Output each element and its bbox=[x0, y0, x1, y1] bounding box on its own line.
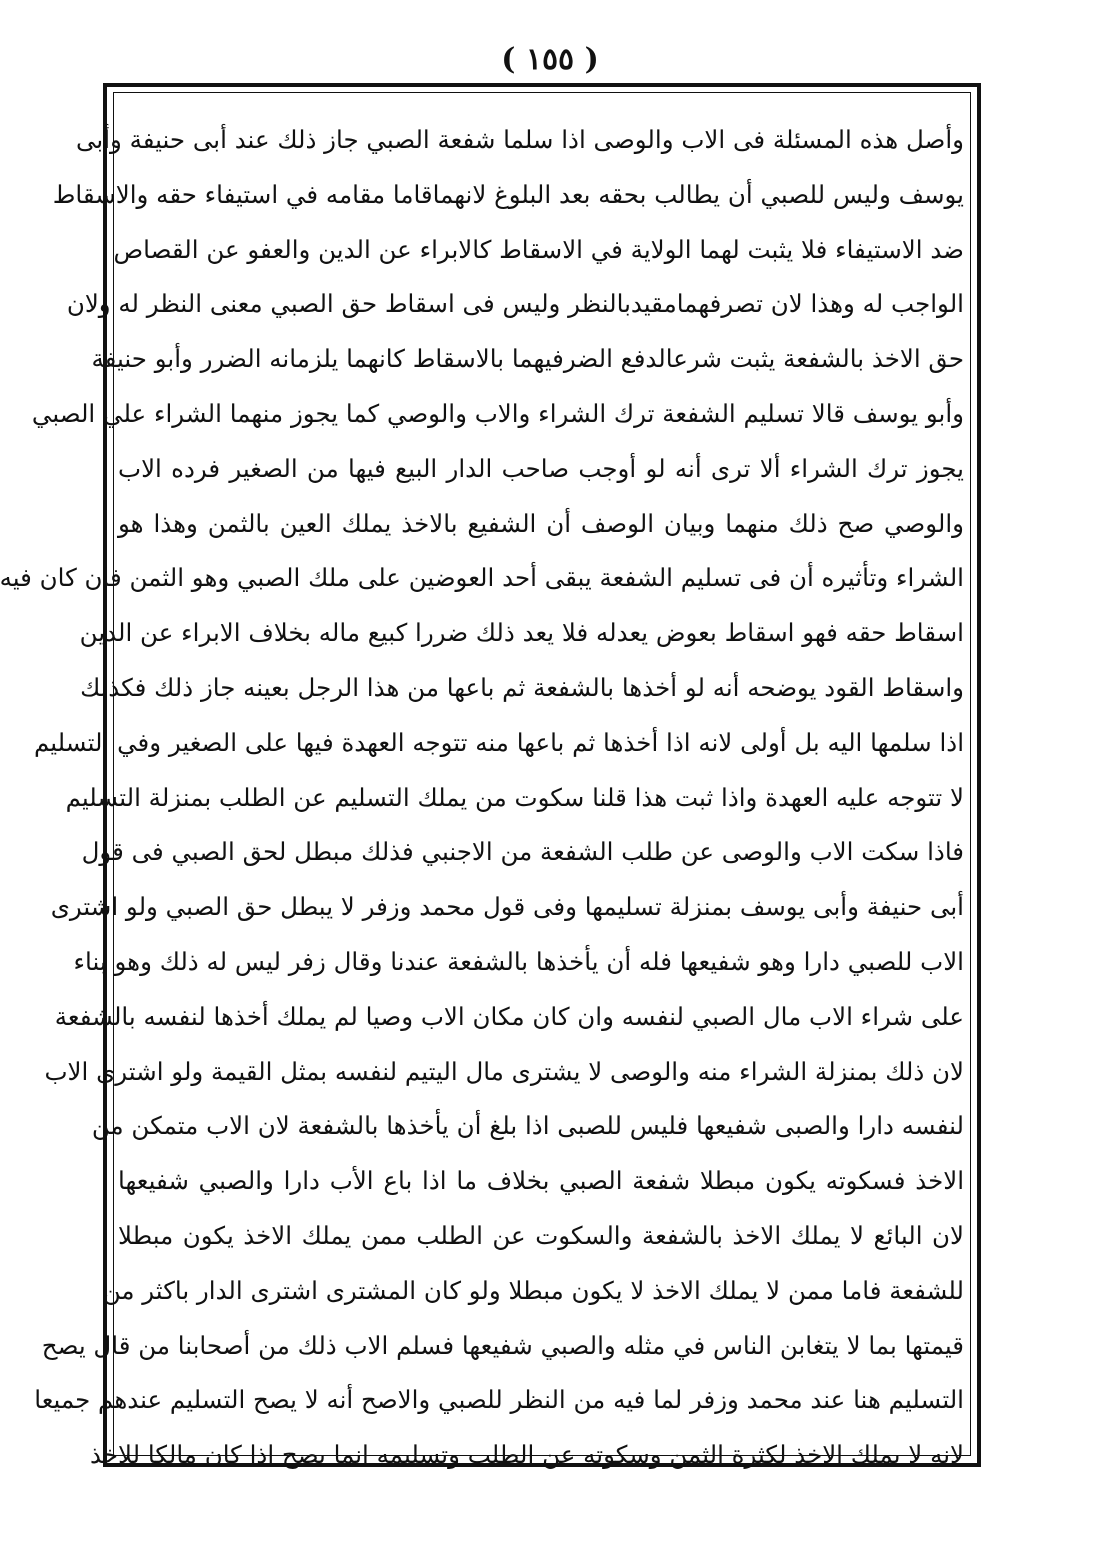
text-line: حق الاخذ بالشفعة يثبت شرعالدفع الضرفيهما بالاسقاط كانهما يلزمانه الضرر وأبو حنيفة bbox=[91, 344, 964, 374]
text-line: قيمتها بما لا يتغابن الناس في مثله والصبي شفيعها فسلم الاب ذلك من أصحابنا من قال يصح bbox=[41, 1330, 964, 1360]
text-line: لانه لا يملك الاخذ لكثرة الثمن وسكوته عن الطلب وتسليمه انما يصح اذا كان مالكا للاخذ bbox=[90, 1440, 964, 1470]
text-line: فاذا سكت الاب والوصى عن طلب الشفعة من الاجنبي فذلك مبطل لحق الصبي فى قول bbox=[81, 837, 964, 867]
text-line: اذا سلمها اليه بل أولى لانه اذا أخذها ثم باعها منه تتوجه العهدة فيها على الصغير وفي التسليم bbox=[33, 727, 964, 757]
text-line: الاب للصبي دارا وهو شفيعها فله أن يأخذها بالشفعة عندنا وقال زفر ليس له ذلك وهو بناء bbox=[73, 946, 964, 976]
text-line: لان البائع لا يملك الاخذ بالشفعة والسكوت عن الطلب ممن يملك الاخذ يكون مبطلا bbox=[118, 1220, 964, 1250]
text-line: يجوز ترك الشراء ألا ترى أنه لو أوجب صاحب الدار البيع فيها من الصغير فرده الاب bbox=[118, 453, 964, 483]
text-line: اسقاط حقه فهو اسقاط بعوض يعدله فلا يعد ذلك ضررا كبيع ماله بخلاف الابراء عن الدين bbox=[79, 618, 964, 648]
text-line: التسليم هنا عند محمد وزفر لما فيه من النظر للصبي والاصح أنه لا يصح التسليم عندهم جميعا bbox=[34, 1385, 964, 1415]
text-line: ضد الاستيفاء فلا يثبت لهما الولاية في الاسقاط كالابراء عن الدين والعفو عن القصاص bbox=[113, 234, 964, 264]
text-line: لنفسه دارا والصبى شفيعها فليس للصبى اذا بلغ أن يأخذها بالشفعة لان الاب متمكن من bbox=[91, 1111, 964, 1141]
text-line: الواجب له وهذا لان تصرفهمامقيدبالنظر وليس فى اسقاط حق الصبي معنى النظر له ولان bbox=[66, 289, 964, 319]
text-line: لا تتوجه عليه العهدة واذا ثبت هذا قلنا سكوت من يملك التسليم عن الطلب بمنزلة التسليم bbox=[65, 782, 964, 812]
text-line: لان ذلك بمنزلة الشراء منه والوصى لا يشترى مال اليتيم لنفسه بمثل القيمة ولو اشترى الاب bbox=[44, 1056, 964, 1086]
text-line: يوسف وليس للصبي أن يطالب بحقه بعد البلوغ لانهماقاما مقامه في استيفاء حقه والاسقاط bbox=[52, 179, 964, 209]
page-number: ( ١٥٥ ) bbox=[501, 42, 599, 77]
text-line: والوصي صح ذلك منهما وبيان الوصف أن الشفيع بالاخذ يملك العين بالثمن وهذا هو bbox=[118, 508, 964, 538]
text-line: أبى حنيفة وأبى يوسف بمنزلة تسليمها وفى قول محمد وزفر لا يبطل حق الصبي ولو اشترى bbox=[50, 892, 964, 922]
text-line: وأصل هذه المسئلة فى الاب والوصى اذا سلما شفعة الصبي جاز ذلك عند أبى حنيفة وأبى bbox=[75, 125, 964, 154]
text-line: واسقاط القود يوضحه أنه لو أخذها بالشفعة ثم باعها من هذا الرجل بعينه جاز ذلك فكذلك bbox=[80, 672, 964, 702]
text-line: للشفعة فاما ممن لا يملك الاخذ لا يكون مبطلا ولو كان المشترى اشترى الدار باكثر من bbox=[102, 1275, 964, 1305]
text-line: على شراء الاب مال الصبي لنفسه وان كان مكان الاب وصيا لم يملك أخذها لنفسه بالشفعة bbox=[54, 1001, 964, 1031]
body-text bbox=[0, 113, 964, 1483]
text-line: الاخذ فسكوته يكون مبطلا شفعة الصبي بخلاف ما اذا باع الأب دارا والصبي شفيعها bbox=[118, 1166, 964, 1196]
text-line: الشراء وتأثيره أن فى تسليم الشفعة يبقى أحد العوضين على ملك الصبي وهو الثمن فان كان فيه bbox=[0, 563, 964, 593]
text-line: وأبو يوسف قالا تسليم الشفعة ترك الشراء والاب والوصي كما يجوز منهما الشراء علي الصبي bbox=[31, 398, 964, 428]
